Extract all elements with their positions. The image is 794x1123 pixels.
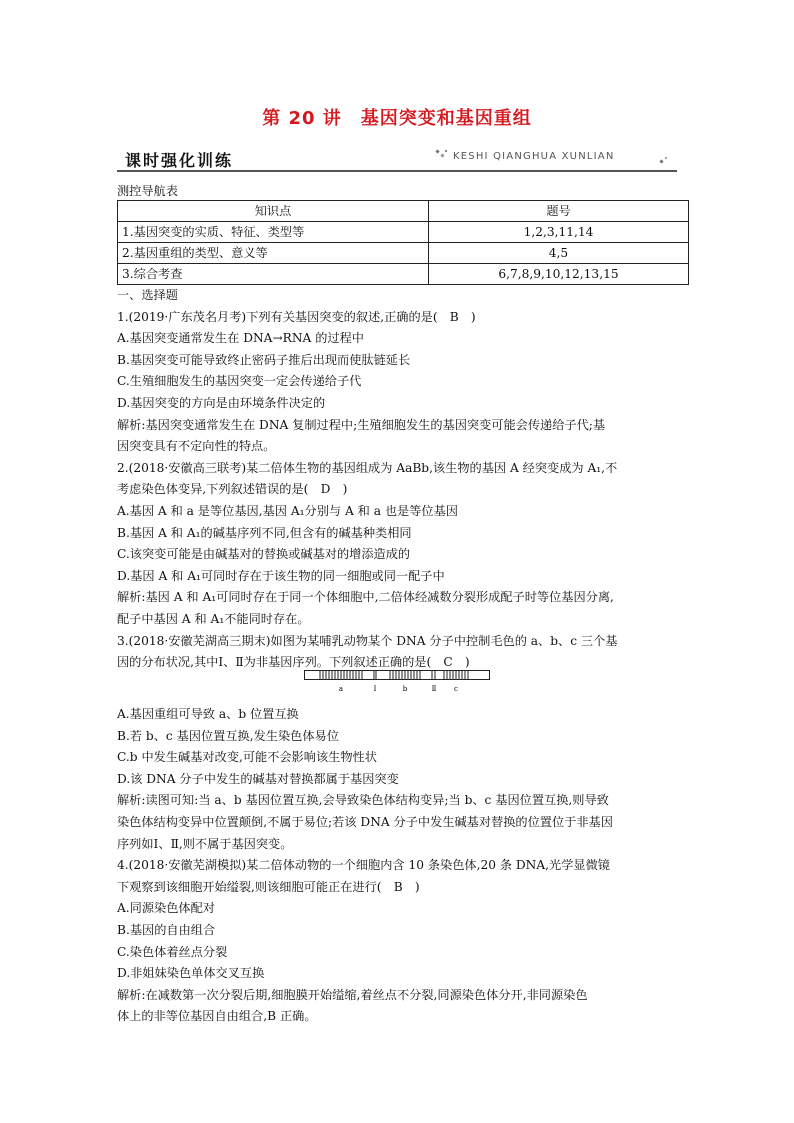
table-cell: 2.基因重组的类型、意义等 xyxy=(118,243,429,264)
table-header-row xyxy=(118,201,689,222)
table-header-cell: 知识点 xyxy=(118,201,429,222)
option-c: C.该突变可能是由碱基对的替换或碱基对的增添造成的 xyxy=(117,547,411,562)
gene-label: a xyxy=(338,685,344,693)
table-cell: 6,7,8,9,10,12,13,15 xyxy=(429,264,689,285)
analysis: 体上的非等位基因自由组合,B 正确。 xyxy=(117,1009,317,1024)
table-cell: 1,2,3,11,14 xyxy=(429,222,689,243)
option-d: D.基因 A 和 A₁可同时存在于该生物的同一细胞或同一配子中 xyxy=(117,568,445,583)
option-a: A.基因 A 和 a 是等位基因,基因 A₁分别与 A 和 a 也是等位基因 xyxy=(117,503,458,518)
banner-english: KESHI QIANGHUA XUNLIAN xyxy=(453,151,615,162)
analysis: 解析:读图可知:当 a、b 基因位置互换,会导致染色体结构变异;当 b、c 基因位置互换,则导致 xyxy=(117,793,609,808)
gene-label: c xyxy=(454,685,458,693)
analysis: 解析:基因突变通常发生在 DNA 复制过程中;生殖细胞发生的基因突变可能会传递给子代;基 xyxy=(117,417,606,432)
page-title: 第 20 讲 基因突变和基因重组 xyxy=(262,108,532,129)
option-d: D.非姐妹染色单体交叉互换 xyxy=(117,966,265,981)
question-block-1 xyxy=(117,285,682,674)
question-stem: 3.(2018·安徽芜湖高三期末)如图为某哺乳动物某个 DNA 分子中控制毛色的 a、b、c 三个基 xyxy=(117,633,618,648)
section-banner xyxy=(117,146,677,172)
gene-label: Ⅱ xyxy=(431,685,437,693)
question-stem: 2.(2018·安徽高三联考)某二倍体生物的基因组成为 AaBb,该生物的基因 A 经突变成为 A₁,不 xyxy=(117,460,618,475)
nav-table-label: 测控导航表 xyxy=(117,184,178,198)
option-b: B.基因突变可能导致终止密码子推后出现而使肽链延长 xyxy=(117,352,411,367)
nav-table xyxy=(117,200,689,285)
table-header-cell: 题号 xyxy=(429,201,689,222)
dna-gene-diagram xyxy=(304,670,490,694)
banner-label: 课时强化训练 xyxy=(125,151,234,170)
table-row xyxy=(118,243,689,264)
question-stem: 1.(2019·广东茂名月考)下列有关基因突变的叙述,正确的是( B ) xyxy=(117,309,476,324)
analysis: 解析:基因 A 和 A₁可同时存在于同一个体细胞中,二倍体经减数分裂形成配子时等位基因分离, xyxy=(117,590,614,605)
option-c: C.染色体着丝点分裂 xyxy=(117,944,228,959)
gene-label: Ⅰ xyxy=(373,685,377,693)
option-b: B.基因 A 和 A₁的碱基序列不同,但含有的碱基种类相同 xyxy=(117,525,412,540)
analysis: 序列如Ⅰ、Ⅱ,则不属于基因突变。 xyxy=(117,836,293,851)
section-heading: 一、选择题 xyxy=(117,288,178,302)
option-d: D.基因突变的方向是由环境条件决定的 xyxy=(117,395,326,410)
question-stem: 4.(2018·安徽芜湖模拟)某二倍体动物的一个细胞内含 10 条染色体,20 条 DNA,光学显微镜 xyxy=(117,858,610,873)
gene-a-segment xyxy=(318,671,364,679)
analysis: 因突变具有不定向性的特点。 xyxy=(117,439,276,454)
option-c: C.b 中发生碱基对改变,可能不会影响该生物性状 xyxy=(117,750,377,765)
diamond-decoration-icon xyxy=(435,149,449,159)
question-block-2 xyxy=(117,704,682,1028)
banner-underline xyxy=(117,170,677,172)
question-stem: 因的分布状况,其中Ⅰ、Ⅱ为非基因序列。下列叙述正确的是( C ) xyxy=(117,655,470,670)
analysis: 染色体结构变异中位置颠倒,不属于易位;若该 DNA 分子中发生碱基对替换的位置位于非基因 xyxy=(117,814,613,829)
table-row xyxy=(118,222,689,243)
question-stem: 考虑染色体变异,下列叙述错误的是( D ) xyxy=(117,482,348,497)
gene-label: b xyxy=(402,685,408,693)
option-a: A.基因重组可导致 a、b 位置互换 xyxy=(117,707,299,721)
option-a: A.同源染色体配对 xyxy=(117,901,215,916)
option-d: D.该 DNA 分子中发生的碱基对替换都属于基因突变 xyxy=(117,771,399,786)
question-stem: 下观察到该细胞开始缢裂,则该细胞可能正在进行( B ) xyxy=(117,879,420,894)
option-a: A.基因突变通常发生在 DNA→RNA 的过程中 xyxy=(117,331,364,346)
option-b: B.若 b、c 基因位置互换,发生染色体易位 xyxy=(117,728,339,743)
table-cell: 1.基因突变的实质、特征、类型等 xyxy=(118,222,429,243)
table-cell: 4,5 xyxy=(429,243,689,264)
diamond-decoration-icon xyxy=(658,156,670,166)
option-b: B.基因的自由组合 xyxy=(117,922,216,937)
analysis: 配子中基因 A 和 A₁不能同时存在。 xyxy=(117,611,310,626)
analysis: 解析:在减数第一次分裂后期,细胞膜开始缢缩,着丝点不分裂,同源染色体分开,非同源染色 xyxy=(117,987,588,1002)
option-c: C.生殖细胞发生的基因突变一定会传递给子代 xyxy=(117,374,362,389)
table-row xyxy=(118,264,689,285)
table-cell: 3.综合考查 xyxy=(118,264,429,285)
